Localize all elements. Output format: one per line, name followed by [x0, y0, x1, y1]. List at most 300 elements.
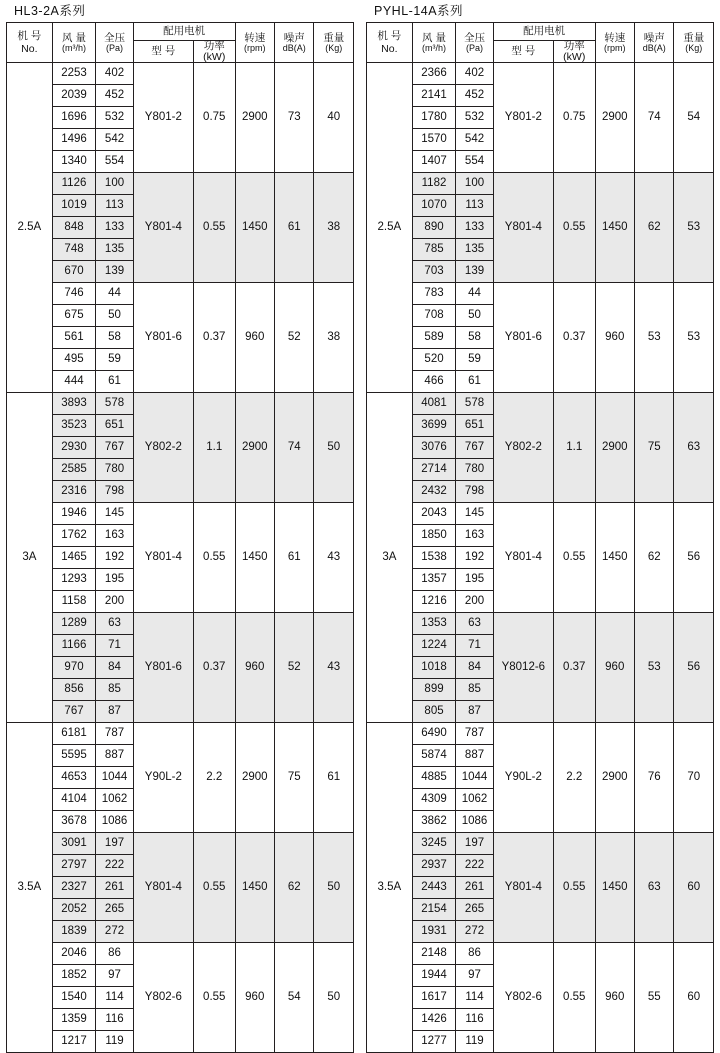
table-title-right-wrap: [360, 0, 720, 22]
airflow-value: 970: [52, 657, 96, 679]
rpm-value: 1450: [235, 173, 274, 283]
airflow-value: 2052: [52, 899, 96, 921]
pressure-value: 113: [96, 195, 133, 217]
header-model: 机 号 No.: [7, 23, 53, 63]
airflow-value: 520: [412, 349, 456, 371]
header-rpm: 转速 (rpm): [595, 23, 634, 63]
header-rpm: 转速 (rpm): [235, 23, 274, 63]
rpm-value: 2900: [235, 63, 274, 173]
pressure-value: 554: [96, 151, 133, 173]
airflow-value: 746: [52, 283, 96, 305]
table-row: [7, 173, 354, 195]
airflow-value: 4653: [52, 767, 96, 789]
airflow-value: 1540: [52, 987, 96, 1009]
table-row: [367, 283, 714, 305]
motor-power-value: 0.55: [553, 943, 595, 1053]
airflow-value: 444: [52, 371, 96, 393]
header-weight: 重量 (Kg): [314, 23, 354, 63]
airflow-value: 495: [52, 349, 96, 371]
airflow-value: 1070: [412, 195, 456, 217]
airflow-value: 1126: [52, 173, 96, 195]
airflow-value: 2327: [52, 877, 96, 899]
airflow-value: 1946: [52, 503, 96, 525]
pressure-value: 114: [456, 987, 493, 1009]
airflow-value: 1538: [412, 547, 456, 569]
pressure-value: 542: [96, 129, 133, 151]
table-title-right: PYHL-14A系列: [374, 4, 464, 18]
pressure-value: 798: [96, 481, 133, 503]
pressure-value: 195: [96, 569, 133, 591]
pressure-value: 44: [456, 283, 493, 305]
header-pressure: 全压 (Pa): [96, 23, 133, 63]
pressure-value: 1062: [456, 789, 493, 811]
pressure-value: 192: [456, 547, 493, 569]
fan-size-cell: 2.5A: [367, 63, 413, 393]
noise-value: 62: [634, 503, 673, 613]
pressure-value: 135: [456, 239, 493, 261]
airflow-value: 1944: [412, 965, 456, 987]
airflow-value: 890: [412, 217, 456, 239]
airflow-value: 2366: [412, 63, 456, 85]
pressure-value: 114: [96, 987, 133, 1009]
noise-value: 53: [634, 283, 673, 393]
weight-value: 40: [314, 63, 354, 173]
pressure-value: 97: [456, 965, 493, 987]
airflow-value: 1353: [412, 613, 456, 635]
table-block-left: [0, 22, 360, 1053]
pressure-value: 87: [456, 701, 493, 723]
airflow-value: 1289: [52, 613, 96, 635]
motor-power-value: 2.2: [553, 723, 595, 833]
rpm-value: 2900: [595, 393, 634, 503]
motor-model-value: Y801-2: [133, 63, 193, 173]
table-row: [7, 943, 354, 965]
rpm-value: 960: [235, 613, 274, 723]
airflow-value: 675: [52, 305, 96, 327]
airflow-value: 3678: [52, 811, 96, 833]
pressure-value: 1044: [96, 767, 133, 789]
noise-value: 74: [274, 393, 313, 503]
airflow-value: 1216: [412, 591, 456, 613]
spec-table-pyhl-14a: [366, 22, 714, 1053]
weight-value: 70: [674, 723, 714, 833]
pressure-value: 1062: [96, 789, 133, 811]
airflow-value: 2039: [52, 85, 96, 107]
motor-model-value: Y801-4: [133, 503, 193, 613]
airflow-value: 805: [412, 701, 456, 723]
table-row: [7, 833, 354, 855]
motor-power-value: 0.55: [193, 173, 235, 283]
airflow-value: 5595: [52, 745, 96, 767]
airflow-value: 4309: [412, 789, 456, 811]
rpm-value: 1450: [235, 503, 274, 613]
pressure-value: 200: [456, 591, 493, 613]
pressure-value: 265: [96, 899, 133, 921]
pressure-value: 532: [456, 107, 493, 129]
airflow-value: 1182: [412, 173, 456, 195]
airflow-value: 6181: [52, 723, 96, 745]
pressure-value: 532: [96, 107, 133, 129]
weight-value: 50: [314, 393, 354, 503]
airflow-value: 3076: [412, 437, 456, 459]
motor-model-value: Y801-6: [133, 283, 193, 393]
airflow-value: 783: [412, 283, 456, 305]
pressure-value: 58: [96, 327, 133, 349]
weight-value: 50: [314, 833, 354, 943]
pressure-value: 100: [96, 173, 133, 195]
pressure-value: 58: [456, 327, 493, 349]
airflow-value: 899: [412, 679, 456, 701]
pressure-value: 651: [96, 415, 133, 437]
pressure-value: 651: [456, 415, 493, 437]
pressure-value: 133: [96, 217, 133, 239]
motor-power-value: 0.37: [553, 283, 595, 393]
pressure-value: 133: [456, 217, 493, 239]
pressure-value: 139: [96, 261, 133, 283]
noise-value: 62: [274, 833, 313, 943]
rpm-value: 1450: [595, 173, 634, 283]
noise-value: 75: [634, 393, 673, 503]
pressure-value: 85: [96, 679, 133, 701]
motor-model-value: Y8012-6: [493, 613, 553, 723]
airflow-value: 1277: [412, 1031, 456, 1053]
table-row: [367, 393, 714, 415]
rpm-value: 960: [235, 283, 274, 393]
motor-model-value: Y801-4: [133, 833, 193, 943]
pressure-value: 402: [96, 63, 133, 85]
airflow-value: 2930: [52, 437, 96, 459]
airflow-value: 1407: [412, 151, 456, 173]
pressure-value: 1086: [96, 811, 133, 833]
header-motor-group: 配用电机: [133, 23, 235, 41]
airflow-value: 708: [412, 305, 456, 327]
pressure-value: 787: [456, 723, 493, 745]
weight-value: 43: [314, 613, 354, 723]
airflow-value: 2797: [52, 855, 96, 877]
table-row: [367, 63, 714, 85]
airflow-value: 1357: [412, 569, 456, 591]
header-pressure: 全压 (Pa): [456, 23, 493, 63]
airflow-value: 1166: [52, 635, 96, 657]
header-motor-power: 功率(kW): [193, 41, 235, 63]
airflow-value: 2253: [52, 63, 96, 85]
airflow-value: 748: [52, 239, 96, 261]
fan-size-cell: 2.5A: [7, 63, 53, 393]
weight-value: 53: [674, 283, 714, 393]
airflow-value: 1696: [52, 107, 96, 129]
airflow-value: 1850: [412, 525, 456, 547]
header-motor-group: 配用电机: [493, 23, 595, 41]
motor-power-value: 0.75: [553, 63, 595, 173]
pressure-value: 87: [96, 701, 133, 723]
tables-container: [0, 22, 720, 1053]
airflow-value: 3862: [412, 811, 456, 833]
airflow-value: 1224: [412, 635, 456, 657]
airflow-value: 3523: [52, 415, 96, 437]
airflow-value: 1465: [52, 547, 96, 569]
pressure-value: 887: [96, 745, 133, 767]
pressure-value: 767: [96, 437, 133, 459]
weight-value: 50: [314, 943, 354, 1053]
airflow-value: 589: [412, 327, 456, 349]
table-block-right: [360, 22, 720, 1053]
rpm-value: 2900: [235, 393, 274, 503]
airflow-value: 1839: [52, 921, 96, 943]
pressure-value: 197: [456, 833, 493, 855]
table-row: [7, 613, 354, 635]
pressure-value: 86: [96, 943, 133, 965]
table-row: [367, 503, 714, 525]
rpm-value: 1450: [235, 833, 274, 943]
pressure-value: 59: [456, 349, 493, 371]
pressure-value: 265: [456, 899, 493, 921]
noise-value: 53: [634, 613, 673, 723]
spec-table-hl3-2a: [6, 22, 354, 1053]
motor-power-value: 0.75: [193, 63, 235, 173]
fan-size-cell: 3A: [367, 393, 413, 723]
weight-value: 38: [314, 283, 354, 393]
rpm-value: 1450: [595, 503, 634, 613]
rpm-value: 960: [595, 613, 634, 723]
motor-model-value: Y801-4: [133, 173, 193, 283]
table-row: [7, 503, 354, 525]
pressure-value: 780: [456, 459, 493, 481]
airflow-value: 848: [52, 217, 96, 239]
fan-size-cell: 3A: [7, 393, 53, 723]
table-row: [7, 63, 354, 85]
pressure-value: 787: [96, 723, 133, 745]
motor-model-value: Y801-4: [493, 173, 553, 283]
airflow-value: 4104: [52, 789, 96, 811]
airflow-value: 670: [52, 261, 96, 283]
noise-value: 61: [274, 503, 313, 613]
pressure-value: 135: [96, 239, 133, 261]
motor-power-value: 0.55: [193, 943, 235, 1053]
airflow-value: 3893: [52, 393, 96, 415]
pressure-value: 887: [456, 745, 493, 767]
airflow-value: 5874: [412, 745, 456, 767]
airflow-value: 856: [52, 679, 96, 701]
pressure-value: 1044: [456, 767, 493, 789]
pressure-value: 61: [456, 371, 493, 393]
pressure-value: 261: [96, 877, 133, 899]
motor-power-value: 0.37: [553, 613, 595, 723]
motor-model-value: Y90L-2: [133, 723, 193, 833]
pressure-value: 113: [456, 195, 493, 217]
table-row: [367, 173, 714, 195]
airflow-value: 1762: [52, 525, 96, 547]
airflow-value: 4885: [412, 767, 456, 789]
weight-value: 54: [674, 63, 714, 173]
table-title-left: HL3-2A系列: [14, 4, 86, 18]
table-row: [367, 613, 714, 635]
motor-model-value: Y801-6: [493, 283, 553, 393]
header-noise: 噪声 dB(A): [274, 23, 313, 63]
header-motor-model: 型 号: [133, 41, 193, 63]
motor-model-value: Y801-6: [133, 613, 193, 723]
pressure-value: 195: [456, 569, 493, 591]
airflow-value: 1340: [52, 151, 96, 173]
motor-power-value: 0.55: [553, 503, 595, 613]
fan-size-cell: 3.5A: [7, 723, 53, 1053]
noise-value: 74: [634, 63, 673, 173]
header-model: 机 号 No.: [367, 23, 413, 63]
pressure-value: 145: [456, 503, 493, 525]
airflow-value: 561: [52, 327, 96, 349]
header-airflow: 风 量 (m³/h): [412, 23, 456, 63]
airflow-value: 1496: [52, 129, 96, 151]
motor-model-value: Y802-2: [493, 393, 553, 503]
table-row: [367, 833, 714, 855]
motor-model-value: Y801-4: [493, 833, 553, 943]
pressure-value: 116: [96, 1009, 133, 1031]
motor-model-value: Y801-2: [493, 63, 553, 173]
airflow-value: 1018: [412, 657, 456, 679]
motor-power-value: 0.55: [193, 503, 235, 613]
pressure-value: 578: [456, 393, 493, 415]
pressure-value: 100: [456, 173, 493, 195]
pressure-value: 116: [456, 1009, 493, 1031]
motor-power-value: 0.55: [553, 173, 595, 283]
pressure-value: 554: [456, 151, 493, 173]
airflow-value: 703: [412, 261, 456, 283]
noise-value: 54: [274, 943, 313, 1053]
table-titles-row: [0, 0, 720, 22]
pressure-value: 84: [96, 657, 133, 679]
motor-power-value: 1.1: [553, 393, 595, 503]
noise-value: 73: [274, 63, 313, 173]
airflow-value: 1426: [412, 1009, 456, 1031]
pressure-value: 767: [456, 437, 493, 459]
airflow-value: 1217: [52, 1031, 96, 1053]
airflow-value: 2154: [412, 899, 456, 921]
rpm-value: 2900: [595, 63, 634, 173]
pressure-value: 197: [96, 833, 133, 855]
weight-value: 53: [674, 173, 714, 283]
table-header-row-primary: [367, 23, 714, 41]
pressure-value: 50: [456, 305, 493, 327]
airflow-value: 2043: [412, 503, 456, 525]
pressure-value: 192: [96, 547, 133, 569]
rpm-value: 1450: [595, 833, 634, 943]
airflow-value: 2046: [52, 943, 96, 965]
motor-model-value: Y802-2: [133, 393, 193, 503]
noise-value: 55: [634, 943, 673, 1053]
pressure-value: 85: [456, 679, 493, 701]
pressure-value: 542: [456, 129, 493, 151]
weight-value: 61: [314, 723, 354, 833]
fan-size-cell: 3.5A: [367, 723, 413, 1053]
airflow-value: 1158: [52, 591, 96, 613]
motor-model-value: Y801-4: [493, 503, 553, 613]
pressure-value: 1086: [456, 811, 493, 833]
airflow-value: 2937: [412, 855, 456, 877]
airflow-value: 3245: [412, 833, 456, 855]
noise-value: 61: [274, 173, 313, 283]
pressure-value: 61: [96, 371, 133, 393]
pressure-value: 71: [96, 635, 133, 657]
airflow-value: 2585: [52, 459, 96, 481]
pressure-value: 71: [456, 635, 493, 657]
airflow-value: 1019: [52, 195, 96, 217]
airflow-value: 767: [52, 701, 96, 723]
airflow-value: 2432: [412, 481, 456, 503]
pressure-value: 163: [456, 525, 493, 547]
motor-power-value: 0.37: [193, 613, 235, 723]
header-airflow: 风 量 (m³/h): [52, 23, 96, 63]
noise-value: 52: [274, 613, 313, 723]
motor-power-value: 0.37: [193, 283, 235, 393]
rpm-value: 960: [595, 943, 634, 1053]
motor-power-value: 1.1: [193, 393, 235, 503]
pressure-value: 84: [456, 657, 493, 679]
airflow-value: 3091: [52, 833, 96, 855]
airflow-value: 1931: [412, 921, 456, 943]
weight-value: 63: [674, 393, 714, 503]
pressure-value: 86: [456, 943, 493, 965]
rpm-value: 960: [235, 943, 274, 1053]
header-motor-power: 功率(kW): [553, 41, 595, 63]
weight-value: 38: [314, 173, 354, 283]
airflow-value: 3699: [412, 415, 456, 437]
airflow-value: 785: [412, 239, 456, 261]
airflow-value: 4081: [412, 393, 456, 415]
table-title-left-wrap: [0, 0, 360, 22]
airflow-value: 1293: [52, 569, 96, 591]
pressure-value: 59: [96, 349, 133, 371]
header-noise: 噪声 dB(A): [634, 23, 673, 63]
pressure-value: 798: [456, 481, 493, 503]
pressure-value: 163: [96, 525, 133, 547]
pressure-value: 119: [96, 1031, 133, 1053]
pressure-value: 402: [456, 63, 493, 85]
airflow-value: 2443: [412, 877, 456, 899]
table-row: [7, 393, 354, 415]
rpm-value: 2900: [235, 723, 274, 833]
airflow-value: 2316: [52, 481, 96, 503]
pressure-value: 780: [96, 459, 133, 481]
airflow-value: 1617: [412, 987, 456, 1009]
noise-value: 76: [634, 723, 673, 833]
pressure-value: 222: [96, 855, 133, 877]
airflow-value: 2714: [412, 459, 456, 481]
pressure-value: 261: [456, 877, 493, 899]
motor-model-value: Y802-6: [493, 943, 553, 1053]
weight-value: 56: [674, 503, 714, 613]
weight-value: 56: [674, 613, 714, 723]
airflow-value: 2148: [412, 943, 456, 965]
noise-value: 75: [274, 723, 313, 833]
pressure-value: 44: [96, 283, 133, 305]
weight-value: 60: [674, 833, 714, 943]
header-weight: 重量 (Kg): [674, 23, 714, 63]
pressure-value: 272: [456, 921, 493, 943]
table-header-row-primary: [7, 23, 354, 41]
noise-value: 52: [274, 283, 313, 393]
pressure-value: 272: [96, 921, 133, 943]
pressure-value: 452: [96, 85, 133, 107]
pressure-value: 145: [96, 503, 133, 525]
table-row: [7, 723, 354, 745]
noise-value: 63: [634, 833, 673, 943]
table-row: [367, 943, 714, 965]
airflow-value: 2141: [412, 85, 456, 107]
pressure-value: 63: [456, 613, 493, 635]
pressure-value: 222: [456, 855, 493, 877]
noise-value: 62: [634, 173, 673, 283]
motor-power-value: 0.55: [193, 833, 235, 943]
motor-model-value: Y802-6: [133, 943, 193, 1053]
